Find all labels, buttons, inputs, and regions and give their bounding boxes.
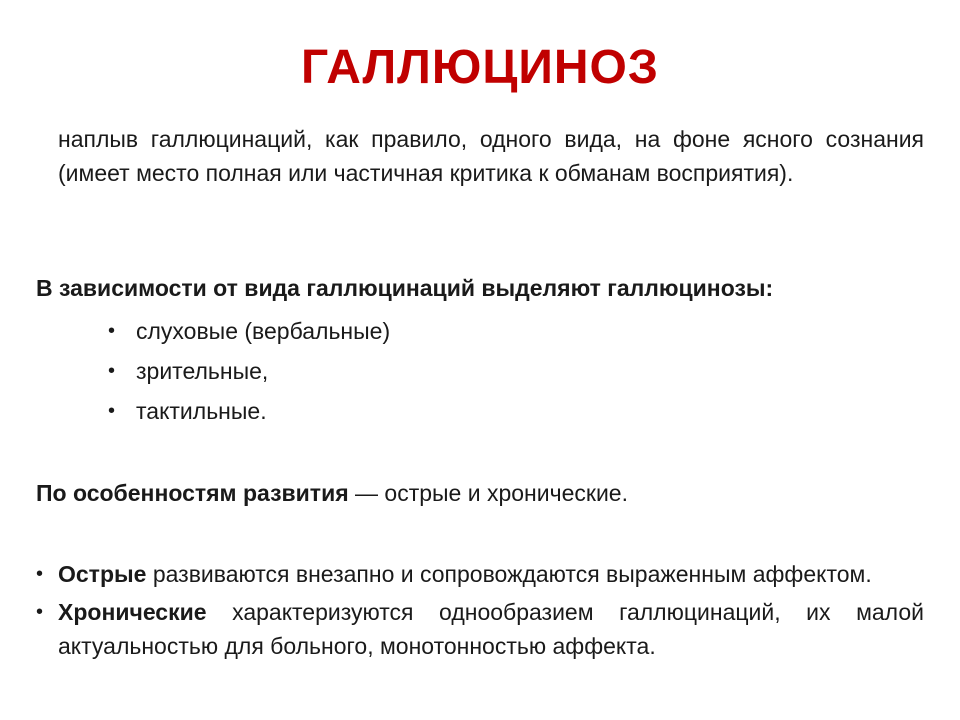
development-heading-bold: По особенностям развития: [36, 480, 349, 506]
type-classification-heading: [36, 271, 773, 305]
list-item-chronic: [36, 595, 924, 663]
development-classification-heading: [36, 476, 628, 510]
bullet-icon: •: [108, 320, 116, 342]
development-heading-rest: — острые и хронические.: [348, 480, 628, 506]
bullet-icon: •: [108, 360, 116, 382]
list-item-text: слуховые (вербальные): [136, 318, 391, 344]
list-item: [108, 394, 390, 434]
list-item-text: зрительные,: [136, 358, 269, 384]
description-chronic: характеризуются однообразием галлюцинаций, их малой актуальностью для больного, монотонностью аффекта.: [58, 599, 924, 659]
list-item-text: тактильные.: [136, 398, 267, 424]
term-chronic: Хронические: [58, 599, 207, 625]
description-acute: развиваются внезапно и сопровождаются выраженным аффектом.: [146, 561, 872, 587]
list-item: [108, 314, 390, 354]
term-acute: Острые: [58, 561, 147, 587]
type-classification-heading-text: В зависимости от вида галлюцинаций выделяют галлюцинозы:: [36, 275, 774, 301]
list-item: [108, 354, 390, 394]
bullet-icon: •: [36, 601, 44, 623]
slide-title: ГАЛЛЮЦИНОЗ: [301, 41, 659, 94]
list-item-acute: [36, 557, 924, 591]
development-detail-list: [36, 557, 924, 667]
bullet-icon: •: [36, 563, 44, 585]
hallucinosis-type-list: [108, 314, 390, 434]
bullet-icon: •: [108, 400, 116, 422]
definition-text: наплыв галлюцинаций, как правило, одного вида, на фоне ясного сознания (имеет место полная или частичная критика к обманам восприятия).: [58, 126, 924, 186]
